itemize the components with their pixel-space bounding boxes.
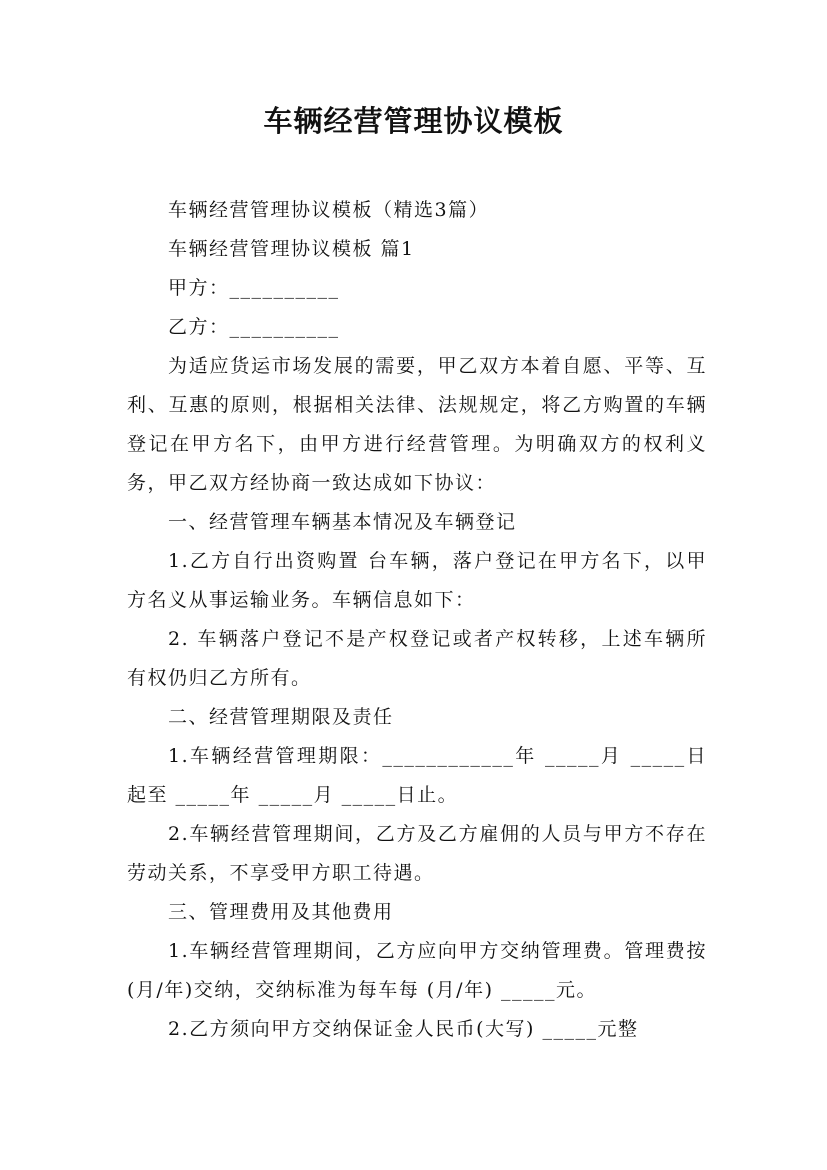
- paragraph-party-b: 乙方：__________: [168, 316, 340, 338]
- clause-2-1: 1.车辆经营管理期限：____________年 _____月 _____日起至 _____年 _____月 _____日止。: [127, 745, 707, 806]
- document-title: 车辆经营管理协议模板: [263, 104, 564, 138]
- paragraph-preamble: 为适应货运市场发展的需要，甲乙双方本着自愿、平等、互利、互惠的原则，根据相关法律、法规规定，将乙方购置的车辆登记在甲方名下，由甲方进行经营管理。为明确双方的权利义务，甲乙双方经协商一致达成如下协议：: [127, 355, 707, 494]
- section-heading-1: 一、经营管理车辆基本情况及车辆登记: [168, 511, 517, 533]
- clause-1-1: 1.乙方自行出资购置 台车辆，落户登记在甲方名下，以甲方名义从事运输业务。车辆信息如下：: [127, 550, 707, 611]
- paragraph-subtitle: 车辆经营管理协议模板（精选3篇）: [168, 199, 490, 221]
- clause-1-2: 2. 车辆落户登记不是产权登记或者产权转移，上述车辆所有权仍归乙方所有。: [127, 628, 707, 689]
- clause-3-2: 2.乙方须向甲方交纳保证金人民币(大写) _____元整: [168, 1018, 639, 1040]
- document-body: [127, 191, 707, 1049]
- paragraph-party-a: 甲方：__________: [168, 277, 340, 299]
- clause-3-1: 1.车辆经营管理期间，乙方应向甲方交纳管理费。管理费按 (月/年)交纳，交纳标准为每车每 (月/年) _____元。: [127, 940, 707, 1001]
- section-heading-2: 二、经营管理期限及责任: [168, 706, 394, 728]
- paragraph-chapter-heading: 车辆经营管理协议模板 篇1: [168, 238, 415, 260]
- section-heading-3: 三、管理费用及其他费用: [168, 901, 394, 923]
- clause-2-2: 2.车辆经营管理期间，乙方及乙方雇佣的人员与甲方不存在劳动关系，不享受甲方职工待遇。: [127, 823, 707, 884]
